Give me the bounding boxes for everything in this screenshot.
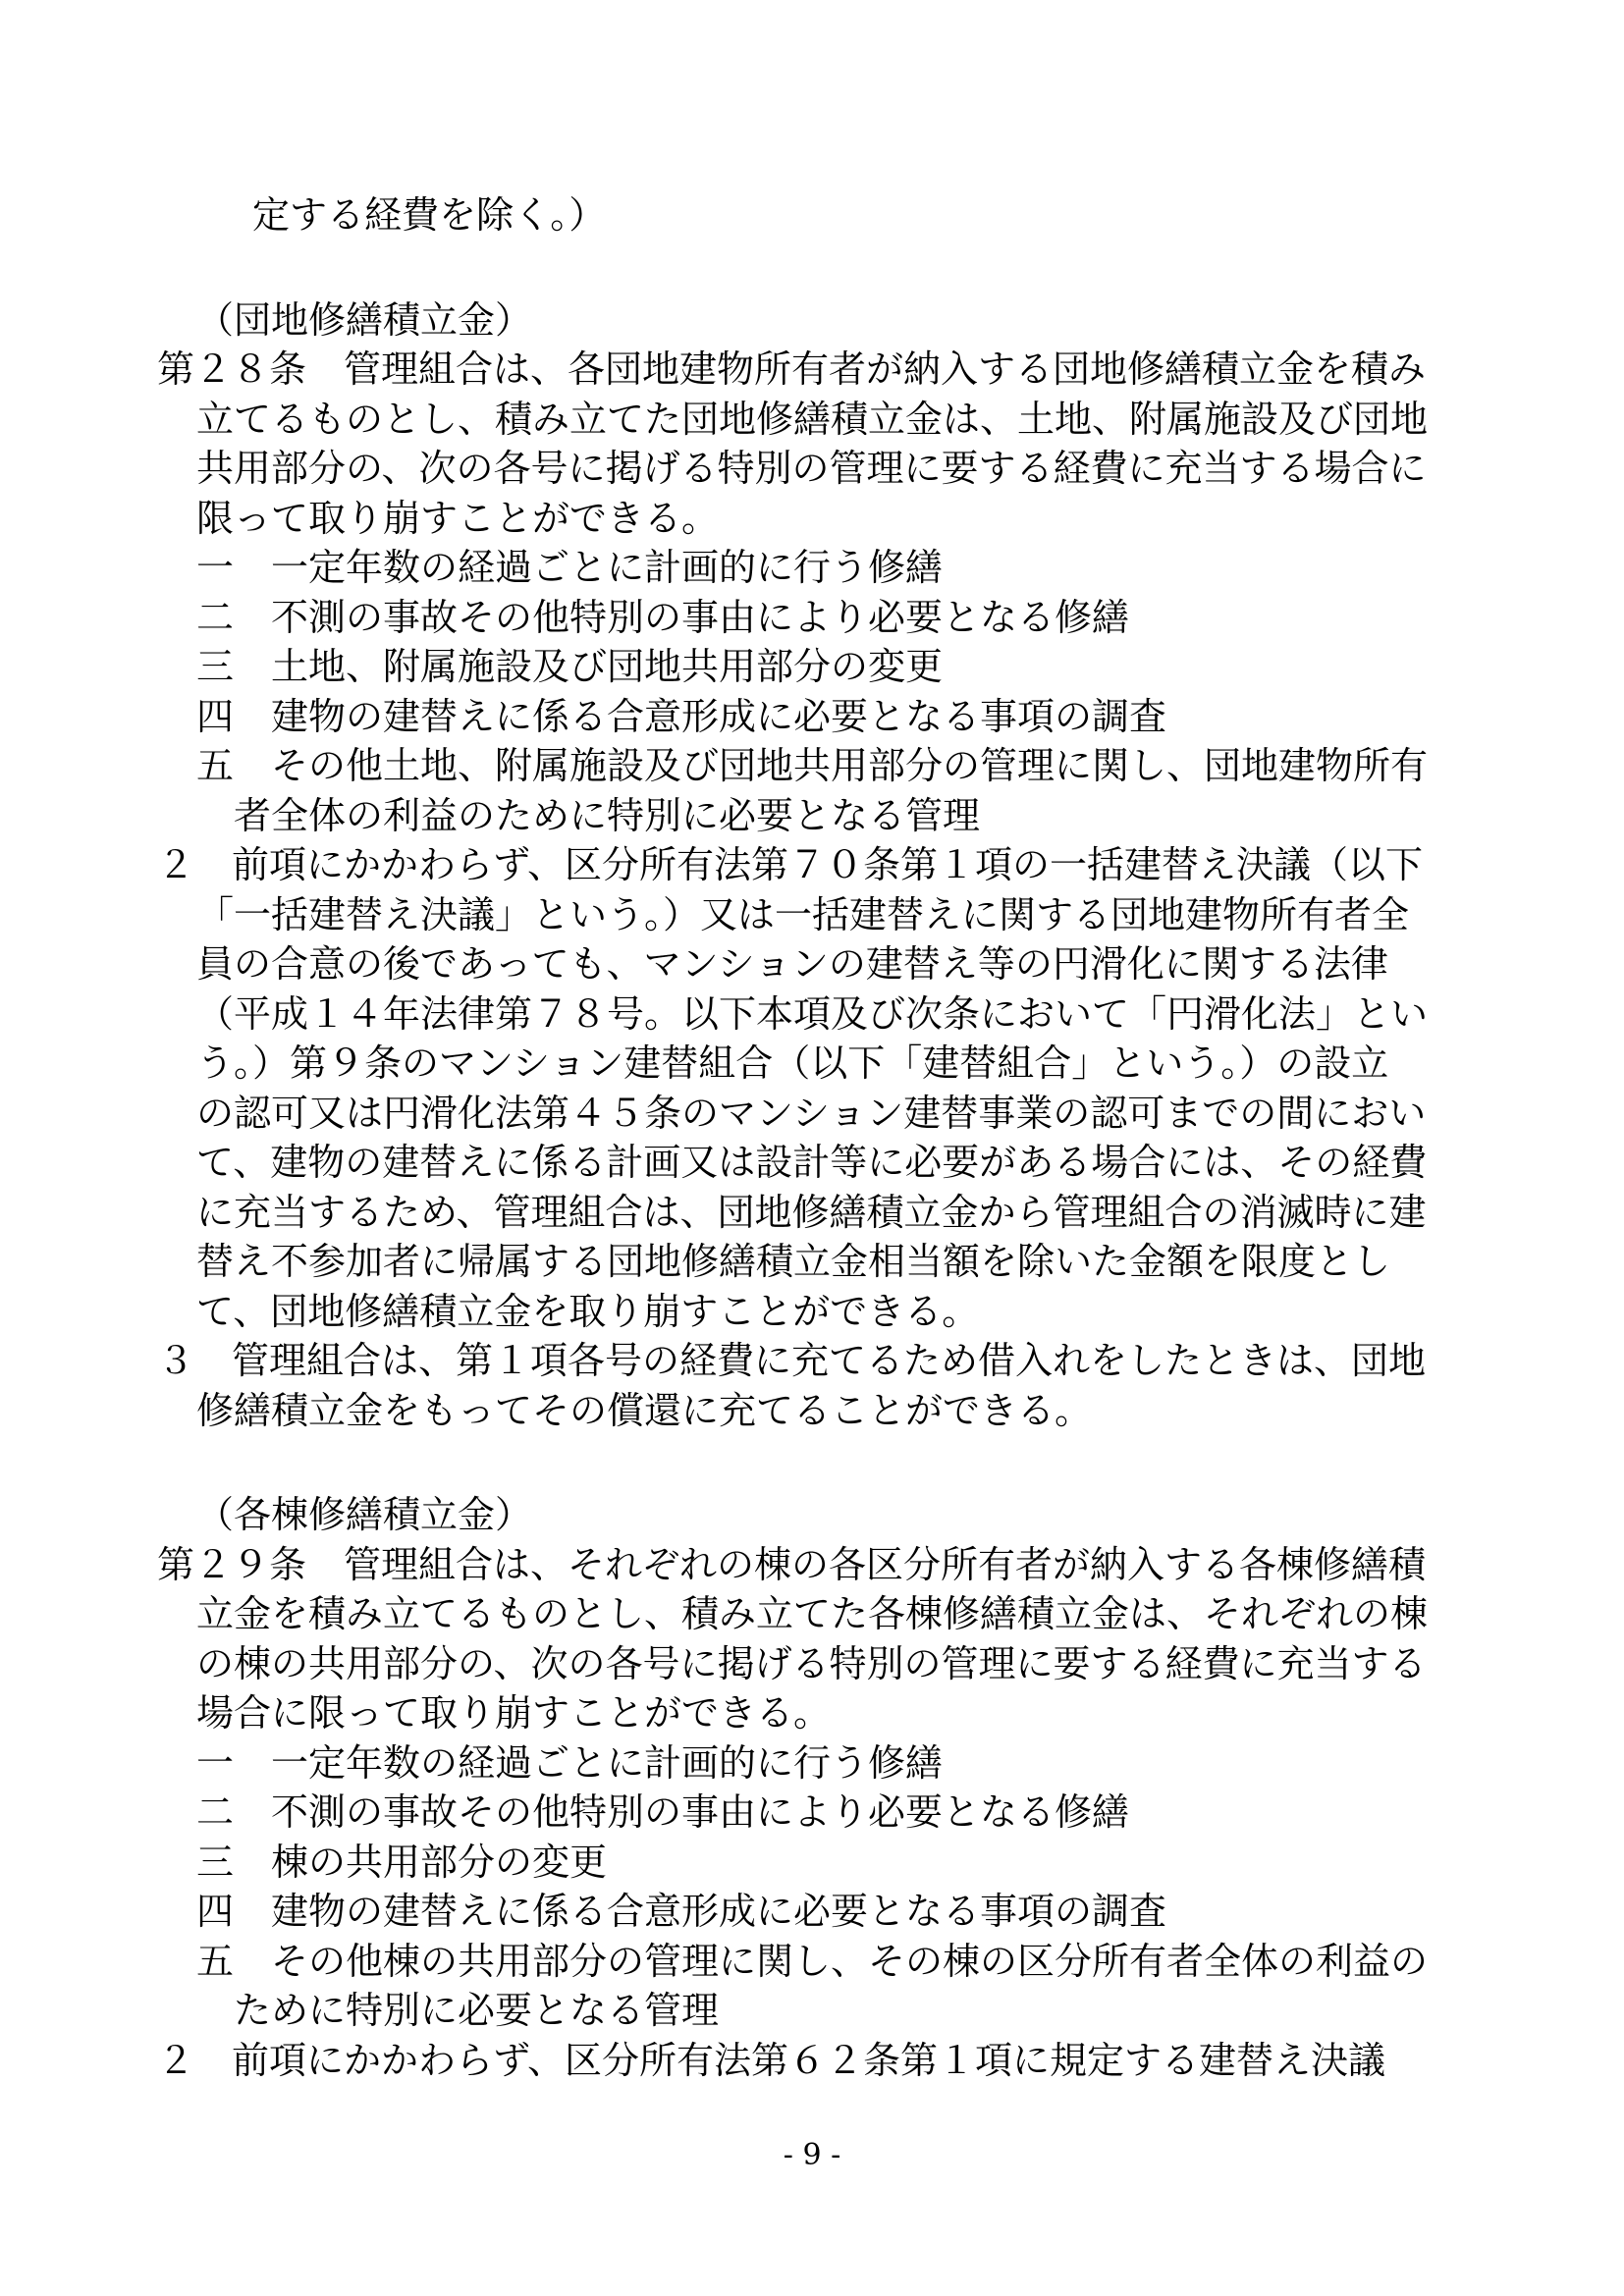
list-item: 三 棟の共用部分の変更 (196, 1841, 608, 1884)
paragraph-first-line: ２ 前項にかかわらず、区分所有法第７０条第１項の一括建替え決議（以下 (157, 843, 1423, 886)
text-line: 定する経費を除く。） (252, 193, 607, 237)
list-item: 一 一定年数の経過ごとに計画的に行う修繕 (196, 546, 944, 589)
list-item: 四 建物の建替えに係る合意形成に必要となる事項の調査 (196, 1890, 1167, 1933)
list-item: 二 不測の事故その他特別の事由により必要となる修繕 (196, 1790, 1130, 1834)
text-line: 場合に限って取り崩すことができる。 (196, 1691, 832, 1735)
text-line: 立金を積み立てるものとし、積み立てた各棟修繕積立金は、それぞれの棟 (196, 1592, 1429, 1635)
text-line: て、建物の建替えに係る計画又は設計等に必要がある場合には、その経費 (196, 1141, 1428, 1184)
list-item: 二 不測の事故その他特別の事由により必要となる修繕 (196, 596, 1130, 639)
text-line: 修繕積立金をもってその償還に充てることができる。 (196, 1389, 1093, 1432)
text-line: の棟の共用部分の、次の各号に掲げる特別の管理に要する経費に充当する (196, 1642, 1427, 1685)
text-line: 共用部分の、次の各号に掲げる特別の管理に要する経費に充当する場合に (196, 447, 1427, 490)
text-line: ために特別に必要となる管理 (234, 1989, 720, 2032)
list-item: 四 建物の建替えに係る合意形成に必要となる事項の調査 (196, 695, 1167, 738)
paragraph-first-line: ２ 前項にかかわらず、区分所有法第６２条第１項に規定する建替え決議 (157, 2039, 1385, 2082)
text-line: 立てるものとし、積み立てた団地修繕積立金は、土地、附属施設及び団地 (196, 398, 1429, 441)
list-item: 一 一定年数の経過ごとに計画的に行う修繕 (196, 1741, 944, 1785)
text-line: う。）第９条のマンション建替組合（以下「建替組合」という。）の設立 (196, 1041, 1389, 1085)
list-item: 五 その他土地、附属施設及び団地共用部分の管理に関し、団地建物所有 (196, 744, 1429, 787)
page-number: - 9 - (783, 2138, 841, 2172)
text-line: の認可又は円滑化法第４５条のマンション建替事業の認可までの間におい (196, 1092, 1427, 1135)
list-item: 三 土地、附属施設及び団地共用部分の変更 (196, 645, 944, 688)
text-line: 員の合意の後であっても、マンションの建替え等の円滑化に関する法律 (196, 942, 1388, 986)
text-line: に充当するため、管理組合は、団地修繕積立金から管理組合の消滅時に建 (196, 1191, 1427, 1234)
article-first-line: 第２８条 管理組合は、各団地建物所有者が納入する団地修繕積立金を積み (157, 347, 1427, 391)
list-item: 五 その他棟の共用部分の管理に関し、その棟の区分所有者全体の利益の (196, 1940, 1429, 1983)
text-line: て、団地修繕積立金を取り崩すことができる。 (196, 1290, 980, 1333)
text-line: （平成１４年法律第７８号。以下本項及び次条において「円滑化法」とい (196, 992, 1429, 1036)
text-line: 替え不参加者に帰属する団地修繕積立金相当額を除いた金額を限度とし (196, 1240, 1391, 1283)
text-line: 者全体の利益のために特別に必要となる管理 (234, 794, 981, 837)
paragraph-first-line: ３ 管理組合は、第１項各号の経費に充てるため借入れをしたときは、団地 (157, 1339, 1427, 1382)
article-heading: （団地修繕積立金） (196, 298, 533, 342)
text-line: 限って取り崩すことができる。 (196, 497, 720, 540)
article-first-line: 第２９条 管理組合は、それぞれの棟の各区分所有者が納入する各棟修繕積 (157, 1543, 1427, 1586)
text-line: 「一括建替え決議」という。）又は一括建替えに関する団地建物所有者全 (196, 893, 1410, 936)
article-heading: （各棟修繕積立金） (196, 1493, 533, 1536)
